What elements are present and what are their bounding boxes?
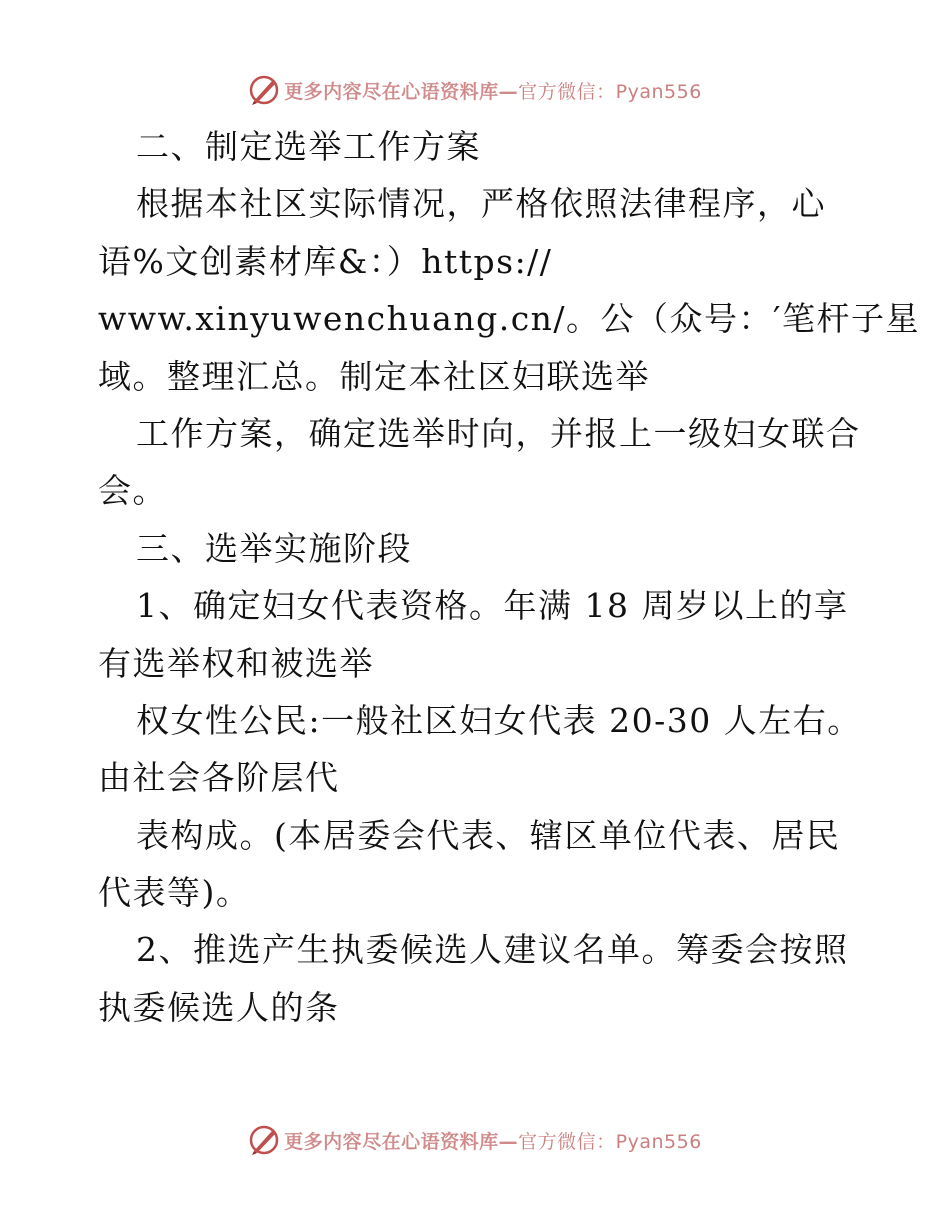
watermark-dash: — [498, 80, 519, 103]
header-watermark [0, 70, 950, 110]
watermark-text [284, 1127, 702, 1154]
paragraph-line: 工作方案，确定选举时向，并报上一级妇女联合 [136, 413, 861, 453]
watermark-site: 更多内容尽在心语资料库 [284, 1130, 499, 1153]
watermark-site: 更多内容尽在心语资料库 [284, 80, 499, 103]
paragraph-line: 会。 [98, 471, 167, 511]
paragraph-line: www.xinyuwenchuang.cn/。公（众号：′笔杆子星 [98, 299, 921, 339]
pen-logo-icon [248, 1124, 280, 1156]
paragraph-line: 代表等)。 [98, 873, 251, 913]
paragraph-line: 执委候选人的条 [98, 987, 340, 1027]
paragraph-line: 语%文创素材库&：）https:// [98, 241, 553, 281]
watermark-contact: 官方微信：Pyan556 [518, 1130, 702, 1153]
watermark-dash: — [498, 1130, 519, 1153]
footer-watermark [0, 1120, 950, 1160]
paragraph-line: 权女性公民:一般社区妇女代表 20-30 人左右。 [136, 700, 862, 740]
paragraph-line: 有选举权和被选举 [98, 643, 374, 683]
watermark-text [284, 77, 702, 104]
pen-logo-icon [248, 74, 280, 106]
paragraph-line: 1、确定妇女代表资格。年满 18 周岁以上的享 [136, 586, 849, 626]
paragraph-line: 由社会各阶层代 [98, 758, 340, 798]
section-heading: 三、选举实施阶段 [136, 528, 412, 568]
paragraph-line: 根据本社区实际情况，严格依照法律程序，心 [136, 184, 826, 224]
paragraph-line: 域。整理汇总。制定本社区妇联选举 [98, 356, 650, 396]
paragraph-line: 2、推选产生执委候选人建议名单。筹委会按照 [136, 930, 849, 970]
paragraph-line: 表构成。(本居委会代表、辖区单位代表、居民 [136, 815, 841, 855]
section-heading: 二、制定选举工作方案 [136, 127, 481, 166]
document-body [98, 118, 921, 1036]
watermark-contact: 官方微信：Pyan556 [518, 80, 702, 103]
